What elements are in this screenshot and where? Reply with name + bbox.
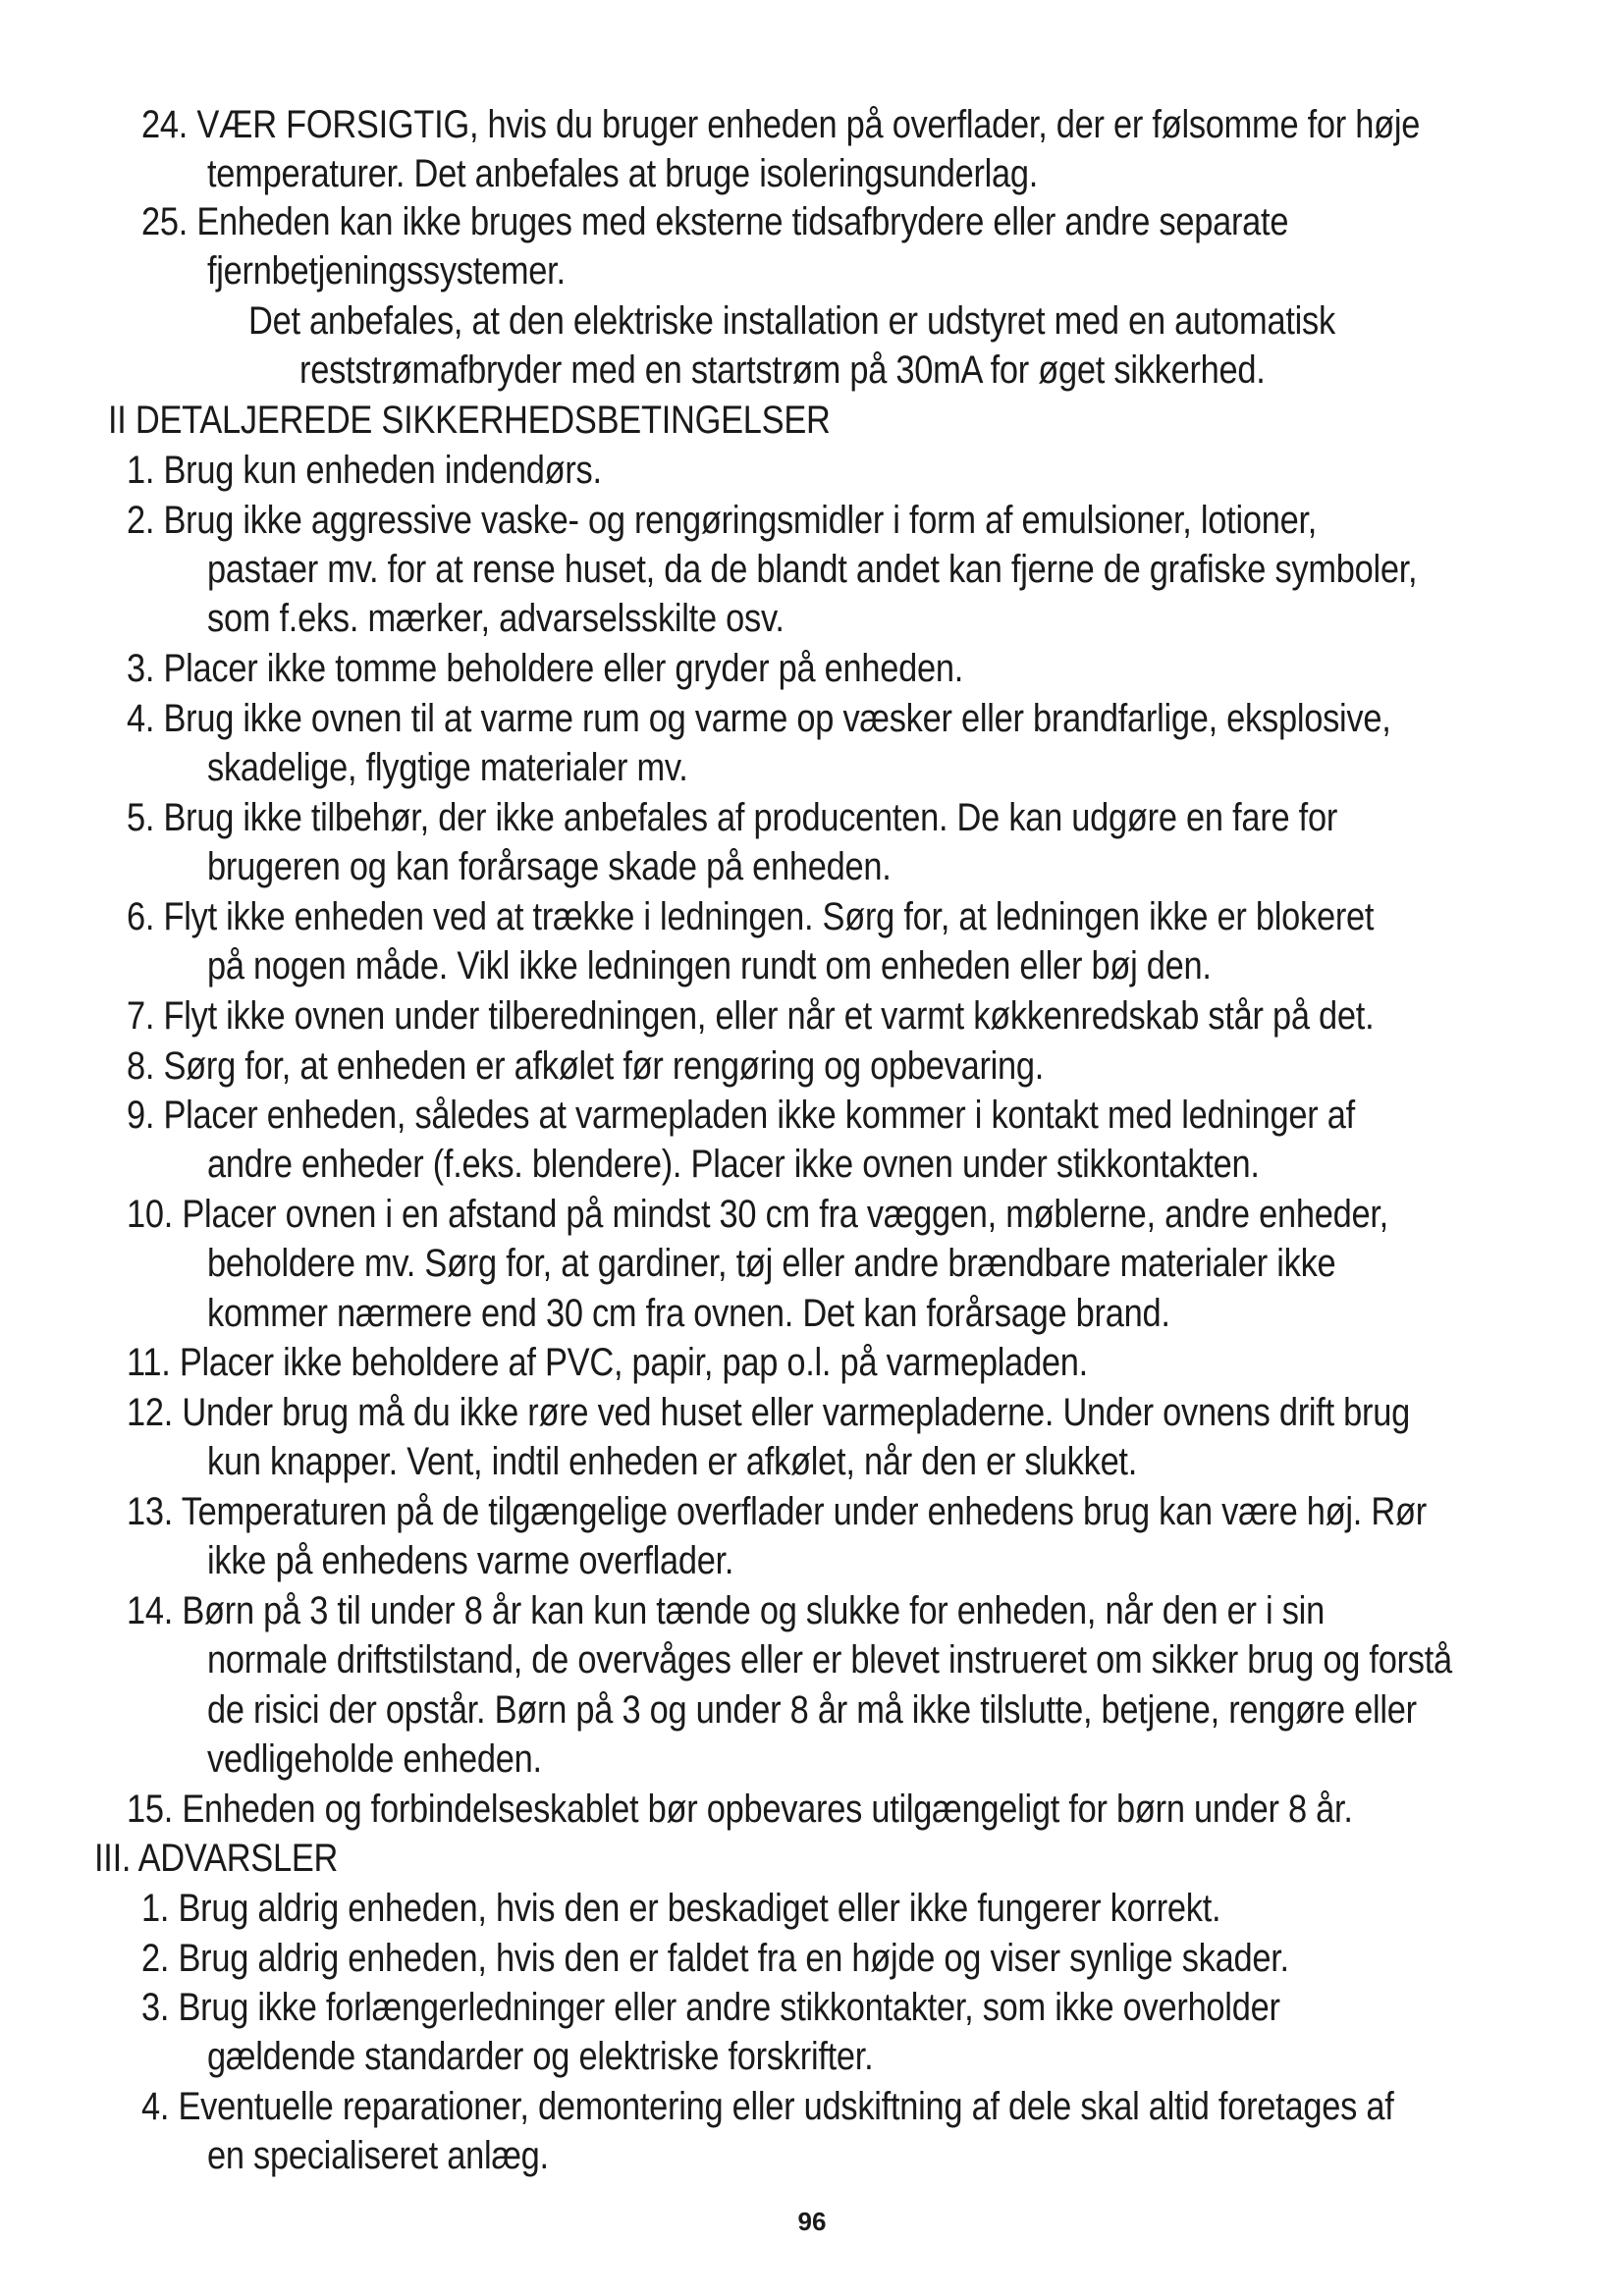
list-number: 2.	[141, 1937, 170, 1980]
list-text: Brug aldrig enheden, hvis den er beskadiget eller ikke fungerer korrekt.	[178, 1887, 1221, 1930]
list-number: 8.	[127, 1044, 155, 1088]
list-item-25-cont: fjernbetjeningssystemer.	[207, 249, 566, 293]
list-text: Sørg for, at enheden er afkølet før rengøring og opbevaring.	[163, 1044, 1045, 1088]
list-text: Flyt ikke ovnen under tilberedningen, eller når et varmt køkkenredskab står på det.	[163, 994, 1375, 1038]
list-item-ii-12-cont: kun knapper. Vent, indtil enheden er afkølet, når den er slukket.	[207, 1440, 1138, 1483]
list-item-ii-13	[127, 1488, 1427, 1535]
page-number: 96	[797, 2207, 827, 2236]
note-line-2: reststrømafbryder med en startstrøm på 30mA for øget sikkerhed.	[299, 348, 1266, 392]
list-text: Brug aldrig enheden, hvis den er faldet fra en højde og viser synlige skader.	[178, 1937, 1289, 1980]
list-item-iii-1	[141, 1885, 1220, 1932]
section-heading-ii: II DETALJEREDE SIKKERHEDSBETINGELSER	[108, 399, 831, 442]
list-number: 3.	[141, 1986, 170, 2029]
list-item-ii-4	[127, 695, 1391, 742]
list-item-24-cont: temperaturer. Det anbefales at bruge isoleringsunderlag.	[207, 152, 1039, 195]
list-number: 3.	[127, 647, 155, 690]
list-number: 11.	[127, 1341, 171, 1384]
list-number: 13.	[127, 1490, 174, 1533]
list-item-iii-3	[141, 1984, 1280, 2031]
list-item-ii-5	[127, 794, 1337, 841]
list-number: 5.	[127, 796, 155, 839]
list-item-ii-14-cont: vedligeholde enheden.	[207, 1737, 542, 1781]
list-number: 4.	[141, 2085, 170, 2128]
list-text: Placer ikke beholdere af PVC, papir, pap o.l. på varmepladen.	[179, 1341, 1088, 1384]
list-item-ii-7	[127, 992, 1374, 1040]
list-number: 1.	[127, 449, 155, 492]
list-item-ii-6	[127, 893, 1374, 940]
list-text: Eventuelle reparationer, demontering eller udskiftning af dele skal altid foretages af	[178, 2085, 1394, 2128]
list-number: 4.	[127, 697, 155, 740]
list-item-25	[141, 198, 1288, 245]
list-item-ii-10-cont: kommer nærmere end 30 cm fra ovnen. Det kan forårsage brand.	[207, 1292, 1170, 1335]
list-text: Brug ikke aggressive vaske- og rengøringsmidler i form af emulsioner, lotioner,	[163, 499, 1318, 542]
list-text: Temperaturen på de tilgængelige overflader under enhedens brug kan være høj. Rør	[181, 1490, 1427, 1533]
list-item-ii-3	[127, 645, 963, 692]
list-item-ii-13-cont: ikke på enhedens varme overflader.	[207, 1539, 734, 1582]
list-item-ii-12	[127, 1389, 1410, 1436]
list-text: Under brug må du ikke røre ved huset eller varmepladerne. Under ovnens drift brug	[182, 1391, 1410, 1434]
list-item-ii-14-cont: normale driftstilstand, de overvåges eller er blevet instrueret om sikker brug og forstå	[207, 1638, 1452, 1682]
list-item-ii-9	[127, 1092, 1355, 1139]
list-item-ii-14-cont: de risici der opstår. Børn på 3 og under 8 år må ikke tilslutte, betjene, rengøre eller	[207, 1688, 1417, 1732]
list-number: 12.	[127, 1391, 174, 1434]
list-text: VÆR FORSIGTIG, hvis du bruger enheden på overflader, der er følsomme for høje	[196, 103, 1421, 146]
list-item-iii-3-cont: gældende standarder og elektriske forskrifter.	[207, 2035, 874, 2078]
list-number: 10.	[127, 1193, 174, 1236]
list-item-24	[141, 101, 1420, 148]
list-number: 14.	[127, 1589, 174, 1632]
list-item-iii-4	[141, 2083, 1394, 2130]
section-heading-iii: III. ADVARSLER	[94, 1837, 339, 1880]
note-line-1: Det anbefales, at den elektriske installation er udstyret med en automatisk	[248, 299, 1335, 343]
list-item-ii-2-cont: som f.eks. mærker, advarselsskilte osv.	[207, 597, 785, 640]
list-item-ii-2	[127, 497, 1317, 544]
list-text: Enheden kan ikke bruges med eksterne tidsafbrydere eller andre separate	[196, 200, 1289, 243]
list-text: Brug kun enheden indendørs.	[163, 449, 602, 492]
list-item-ii-5-cont: brugeren og kan forårsage skade på enheden.	[207, 845, 892, 888]
list-item-iii-4-cont: en specialiseret anlæg.	[207, 2134, 549, 2177]
list-item-ii-4-cont: skadelige, flygtige materialer mv.	[207, 746, 688, 789]
list-item-ii-2-cont: pastaer mv. for at rense huset, da de blandt andet kan fjerne de grafiske symboler,	[207, 548, 1418, 591]
list-number: 15.	[127, 1788, 174, 1831]
list-text: Brug ikke tilbehør, der ikke anbefales af producenten. De kan udgøre en fare for	[163, 796, 1338, 839]
list-item-ii-10-cont: beholdere mv. Sørg for, at gardiner, tøj eller andre brændbare materialer ikke	[207, 1242, 1336, 1285]
list-item-iii-2	[141, 1935, 1289, 1982]
list-item-ii-1	[127, 447, 602, 494]
list-number: 6.	[127, 895, 155, 938]
list-number: 2.	[127, 499, 155, 542]
list-text: Placer ovnen i en afstand på mindst 30 cm fra væggen, møblerne, andre enheder,	[182, 1193, 1388, 1236]
list-number: 25.	[141, 200, 189, 243]
list-item-ii-14	[127, 1587, 1325, 1634]
list-text: Brug ikke forlængerledninger eller andre stikkontakter, som ikke overholder	[178, 1986, 1280, 2029]
list-text: Børn på 3 til under 8 år kan kun tænde og slukke for enheden, når den er i sin	[182, 1589, 1325, 1632]
list-number: 24.	[141, 103, 189, 146]
list-text: Flyt ikke enheden ved at trække i ledningen. Sørg for, at ledningen ikke er blokeret	[163, 895, 1375, 938]
list-item-ii-6-cont: på nogen måde. Vikl ikke ledningen rundt om enheden eller bøj den.	[207, 944, 1212, 988]
list-item-ii-10	[127, 1191, 1388, 1238]
list-text: Enheden og forbindelseskablet bør opbevares utilgængeligt for børn under 8 år.	[182, 1788, 1353, 1831]
list-item-ii-8	[127, 1042, 1044, 1090]
list-text: Placer enheden, således at varmepladen ikke kommer i kontakt med ledninger af	[163, 1094, 1355, 1137]
list-item-ii-11	[127, 1339, 1088, 1386]
list-item-ii-9-cont: andre enheder (f.eks. blendere). Placer ikke ovnen under stikkontakten.	[207, 1143, 1260, 1186]
list-number: 7.	[127, 994, 155, 1038]
list-number: 1.	[141, 1887, 170, 1930]
list-item-ii-15	[127, 1786, 1353, 1833]
list-number: 9.	[127, 1094, 155, 1137]
list-text: Placer ikke tomme beholdere eller gryder på enheden.	[163, 647, 964, 690]
list-text: Brug ikke ovnen til at varme rum og varme op væsker eller brandfarlige, eksplosive,	[163, 697, 1391, 740]
